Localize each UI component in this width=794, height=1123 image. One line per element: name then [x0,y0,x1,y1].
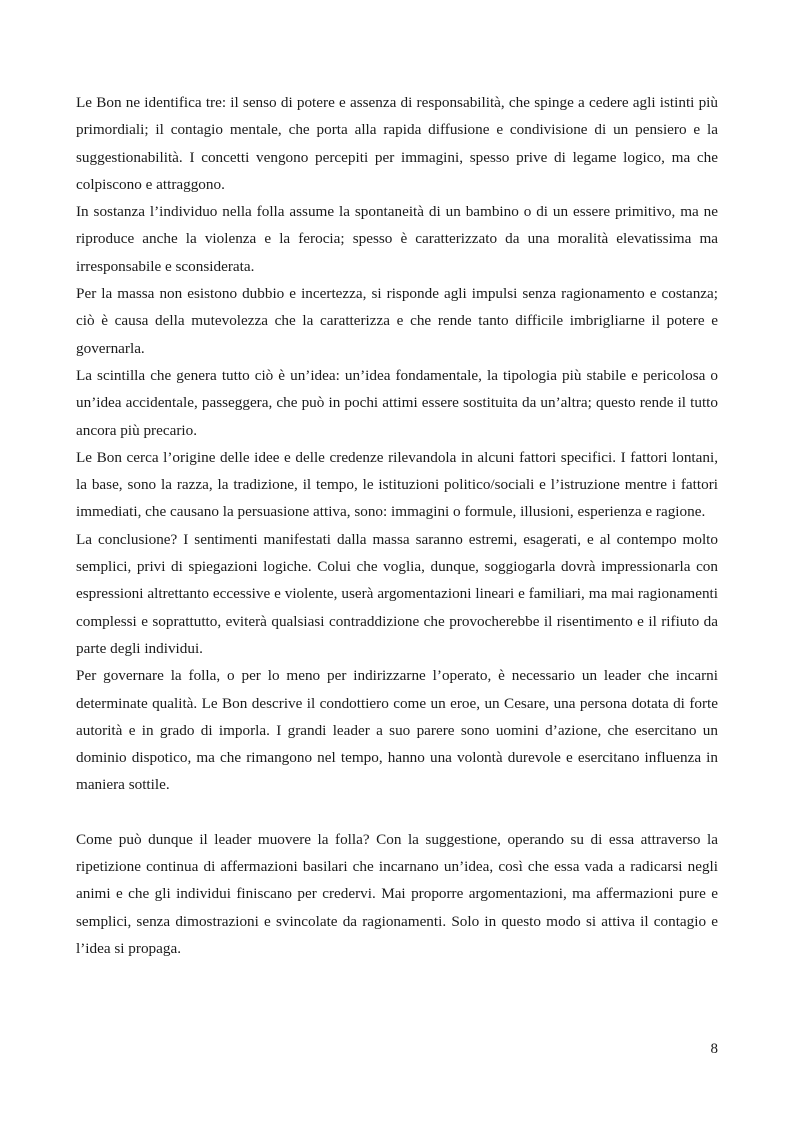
paragraph-origin-of-ideas: Le Bon cerca l’origine delle idee e delle credenze rilevandola in alcuni fattori specifici. I fattori lontani, la base, sono la razza, la tradizione, il tempo, le istituzioni politico/sociali e l’istruzione mentre i fattori immediati, che causano la persuasione attiva, sono: immagini o formule, illusioni, esperienza e ragione. [76,448,718,521]
paragraph-crowd-characteristics: Le Bon ne identifica tre: il senso di potere e assenza di responsabilità, che spinge a cedere agli istinti più primordiali; il contagio mentale, che porta alla rapida diffusione e condivisione di un pensiero e la suggestionabilità. I concetti vengono percepiti per immagini, spesso prive di legame logico, ma che colpiscono e attraggono. [76,94,718,193]
paragraph-conclusion: La conclusione? I sentimenti manifestati dalla massa saranno estremi, esagerati, e al contempo molto semplici, privi di spiegazioni logiche. Colui che voglia, dunque, soggiogarla dovrà impressionarla con espressioni altrettanto eccessive e violente, userà argomentazioni lineari e familiari, ma mai ragionamenti complessi e soprattutto, eviterà qualsiasi contraddizione che provocherebbe il risentimento e il rifiuto da parte degli individui. [76,530,718,657]
document-body [76,89,718,962]
page-number: 8 [710,1041,718,1057]
paragraph-leader-qualities: Per governare la folla, o per lo meno per indirizzarne l’operato, è necessario un leader che incarni determinate qualità. Le Bon descrive il condottiero come un eroe, un Cesare, una persona dotata di forte autorità e in grado di imporla. I grandi leader a suo parere sono uomini d’azione, che esercitano un dominio dispotico, ma che rimangono nel tempo, hanno una volontà durevole e esercitano influenza in maniera sottile. [76,667,718,794]
paragraph-spark-idea: La scintilla che genera tutto ciò è un’idea: un’idea fondamentale, la tipologia più stabile e pericolosa o un’idea accidentale, passeggera, che può in pochi attimi essere sostituita da un’altra; questo rende il tutto ancora più precario. [76,366,718,439]
paragraph-mass-impulses: Per la massa non esistono dubbio e incertezza, si risponde agli impulsi senza ragionamento e costanza; ciò è causa della mutevolezza che la caratterizza e che rende tanto difficile imbrigliarne il potere e governarla. [76,285,718,357]
paragraph-leader-suggestion: Come può dunque il leader muovere la folla? Con la suggestione, operando su di essa attraverso la ripetizione continua di affermazioni basilari che incarnano un’idea, così che essa vada a radicarsi negli animi e che gli individui finiscano per credervi. Mai proporre argomentazioni, ma affermazioni pure e semplici, senza dimostrazioni e svincolate da ragionamenti. Solo in questo modo si attiva il contagio e l’idea si propaga. [76,830,718,957]
paragraph-individual-in-crowd: In sostanza l’individuo nella folla assume la spontaneità di un bambino o di un essere primitivo, ma ne riproduce anche la violenza e la ferocia; spesso è caratterizzato da una moralità elevatissima ma irresponsabile e sconsiderata. [76,203,718,275]
